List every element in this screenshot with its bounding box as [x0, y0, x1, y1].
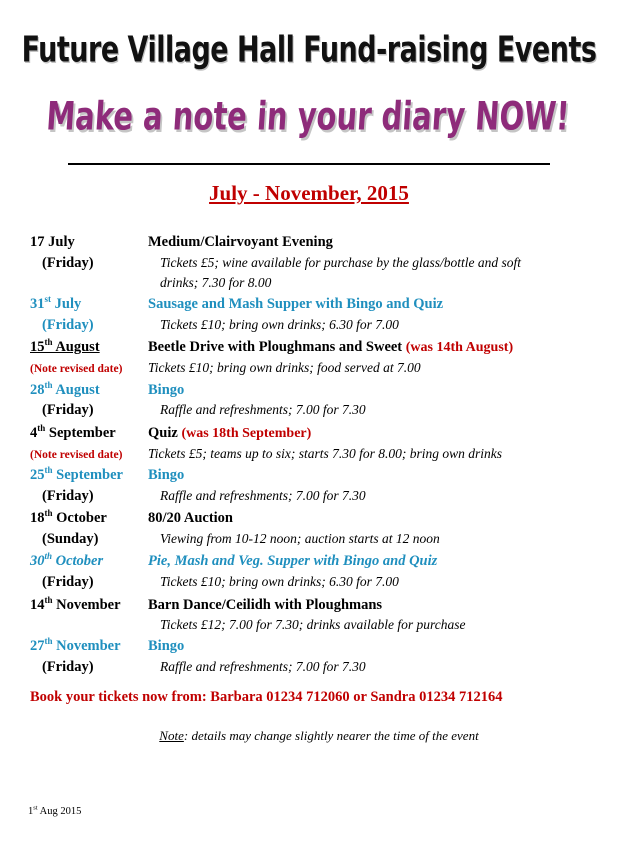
list-item: [30, 423, 592, 463]
poster-header: [0, 0, 618, 71]
event-date: 4th September: [30, 423, 116, 441]
event-title: Pie, Mash and Veg. Supper with Bingo and Quiz: [148, 553, 438, 570]
footnote: [0, 728, 618, 744]
document-date: 1st Aug 2015: [28, 804, 82, 817]
event-detail: Viewing from 10-12 noon; auction starts at 12 noon: [160, 530, 440, 546]
footnote-lead: Note: [159, 728, 184, 744]
event-date: 18th October: [30, 508, 107, 527]
event-date: 25th September: [30, 465, 123, 484]
event-title: Medium/Clairvoyant Evening: [148, 234, 333, 250]
event-day: (Note revised date): [30, 363, 123, 376]
ordinal-suffix: th: [44, 508, 53, 519]
event-title: Barn Dance/Ceilidh with Ploughmans: [148, 596, 383, 613]
event-title: Quiz (was 18th September): [148, 424, 312, 441]
list-item: [30, 508, 592, 549]
event-detail: Raffle and refreshments; 7.00 for 7.30: [160, 487, 366, 503]
page-title: Future Village Hall Fund-raising Events: [21, 30, 597, 71]
header-divider: [68, 163, 550, 165]
ordinal-suffix: th: [44, 337, 53, 348]
event-detail: Tickets £10; bring own drinks; food served at 7.00: [148, 360, 421, 376]
events-list: [0, 232, 618, 677]
event-date: 28th August: [30, 379, 100, 398]
ordinal-suffix: st: [33, 804, 38, 812]
ordinal-suffix: th: [37, 423, 46, 433]
event-day: (Friday): [42, 254, 94, 271]
list-item: [30, 595, 592, 635]
event-day: (Friday): [42, 573, 94, 590]
event-date: 15th August: [30, 337, 100, 356]
event-detail: Tickets £12; 7.00 for 7.30; drinks available for purchase: [160, 617, 466, 633]
list-item: [30, 551, 592, 592]
event-date: 27th November: [30, 636, 121, 655]
ordinal-suffix: th: [44, 636, 53, 647]
event-day: (Friday): [42, 487, 94, 504]
list-item: [30, 294, 592, 335]
event-day: (Note revised date): [30, 448, 123, 461]
event-date: 17 July: [30, 234, 75, 250]
event-title: 80/20 Auction: [148, 510, 233, 527]
event-detail: Tickets £10; bring own drinks; 6.30 for 7.00: [160, 573, 399, 589]
event-day: (Friday): [42, 316, 94, 333]
event-day: (Friday): [42, 658, 94, 675]
list-item: [30, 337, 592, 377]
event-detail: Raffle and refreshments; 7.00 for 7.30: [160, 658, 366, 674]
event-revision-note: (was 18th September): [181, 425, 312, 441]
event-detail: Raffle and refreshments; 7.00 for 7.30: [160, 402, 366, 418]
poster-subtitle: Make a note in your diary NOW!: [44, 93, 571, 139]
list-item: [30, 465, 592, 506]
list-item: [30, 232, 592, 292]
event-day: (Sunday): [42, 530, 99, 547]
event-title: Bingo: [148, 638, 185, 655]
event-date: 30th October: [30, 551, 104, 570]
event-title: Beetle Drive with Ploughmans and Sweet (was 14th August): [148, 339, 514, 356]
event-date: 31st July: [30, 294, 82, 313]
event-day: (Friday): [42, 402, 94, 419]
event-date: 14th November: [30, 594, 121, 613]
event-detail: Tickets £5; wine available for purchase by the glass/bottle and soft: [160, 254, 521, 270]
ordinal-suffix: th: [44, 379, 53, 390]
event-detail: Tickets £5; teams up to six; starts 7.30 for 8.00; bring own drinks: [148, 445, 502, 461]
ordinal-suffix: st: [44, 294, 51, 305]
ordinal-suffix: th: [44, 465, 53, 476]
event-title: Bingo: [148, 381, 185, 398]
event-detail-cont: drinks; 7.30 for 8.00: [160, 275, 272, 291]
list-item: [30, 380, 592, 421]
event-detail: Tickets £10; bring own drinks; 6.30 for 7.00: [160, 316, 399, 332]
event-title: Sausage and Mash Supper with Bingo and Quiz: [148, 296, 444, 313]
poster-subtitle-wrap: [0, 93, 618, 139]
booking-info: Book your tickets now from: Barbara 01234 712060 or Sandra 01234 712164: [30, 689, 503, 706]
ordinal-suffix: th: [44, 551, 52, 562]
ordinal-suffix: th: [44, 594, 53, 605]
event-revision-note: (was 14th August): [405, 340, 514, 356]
date-range-heading: July - November, 2015: [209, 181, 409, 205]
list-item: [30, 636, 592, 677]
event-title: Bingo: [148, 467, 185, 484]
footnote-text: : details may change slightly nearer the time of the event: [183, 728, 479, 744]
